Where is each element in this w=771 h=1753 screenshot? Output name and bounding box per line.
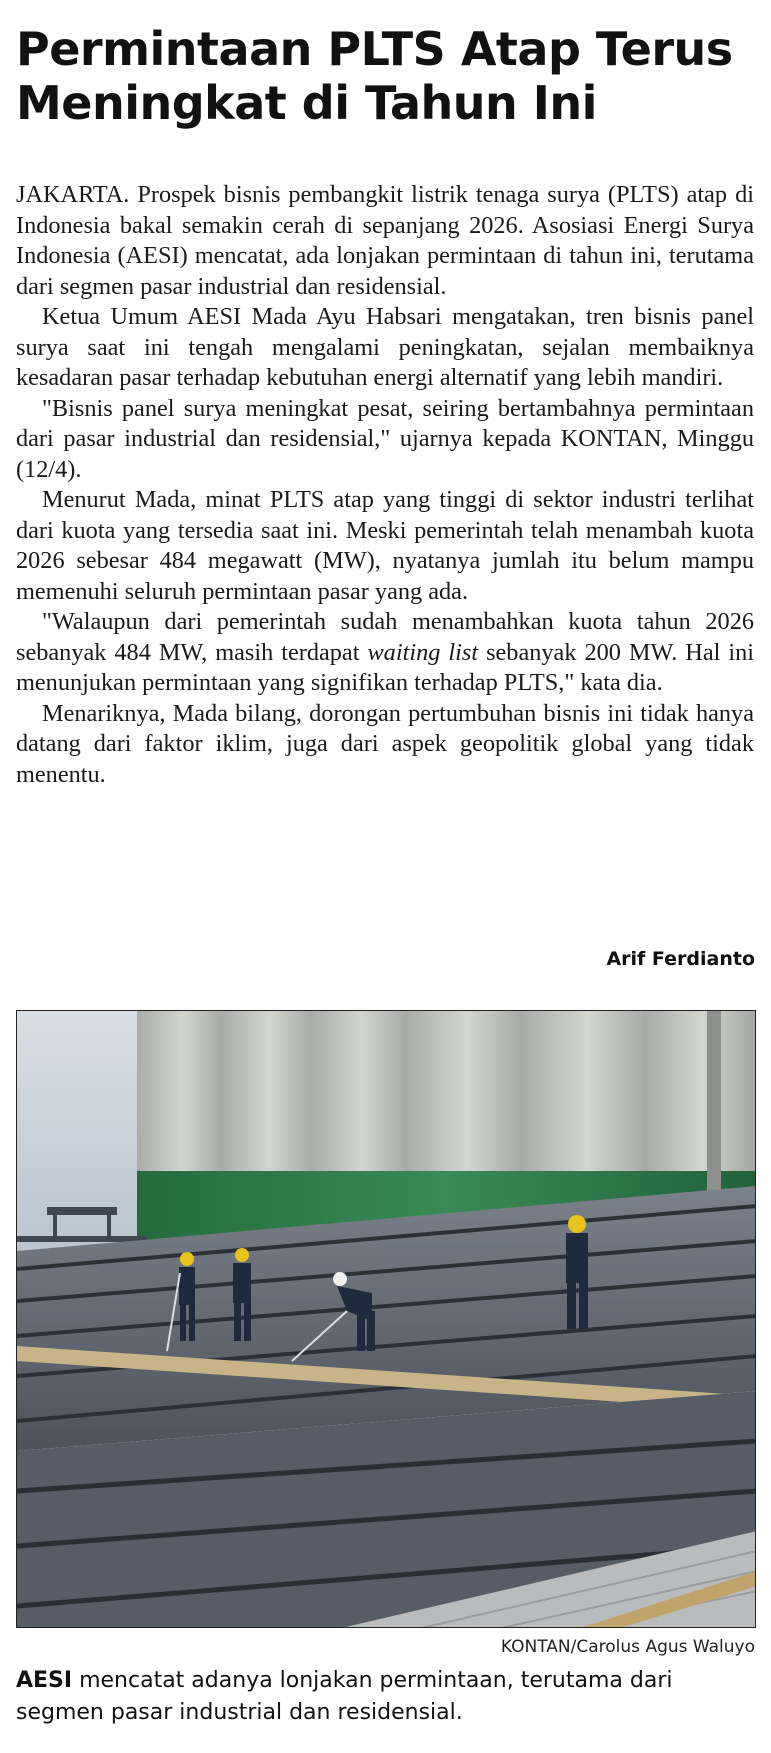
news-photo bbox=[16, 1010, 756, 1628]
headline bbox=[16, 22, 761, 130]
byline: Arif Ferdianto bbox=[606, 948, 755, 970]
paragraph-2: Ketua Umum AESI Mada Ayu Habsari mengatakan, tren bisnis panel surya saat ini tengah mengalami peningkatan, sejalan membaiknya kesadaran pasar terhadap kebutuhan energi alternatif yang lebih mandiri. bbox=[16, 303, 754, 391]
paragraph-3: "Bisnis panel surya meningkat pesat, seiring bertambahnya permintaan dari pasar industrial dan residensial," ujarnya kepada KONTAN, Minggu (12/4). bbox=[16, 394, 754, 483]
photo-credit: KONTAN/Carolus Agus Waluyo bbox=[500, 1637, 755, 1657]
paragraph-5 bbox=[16, 607, 754, 699]
paragraph-5-start: "Walaupun dari pemerintah sudah menambahkan kuota tahun 2026 sebanyak 484 MW, masih terdapat bbox=[16, 608, 754, 666]
paragraph-4: Menurut Mada, minat PLTS atap yang tinggi di sektor industri terlihat dari kuota yang tersedia saat ini. Meski pemerintah telah menambah kuota 2026 sebesar 484 megawatt (MW), nyatanya jumlah itu belum mampu memenuhi seluruh permintaan pasar yang ada. bbox=[16, 486, 754, 605]
headline-line-2: Meningkat di Tahun Ini bbox=[16, 76, 597, 130]
paragraph-5-italic: waiting list bbox=[367, 638, 479, 666]
paragraph-1: JAKARTA. Prospek bisnis pembangkit listrik tenaga surya (PLTS) atap di Indonesia bakal semakin cerah di sepanjang 2026. Asosiasi Energi Surya Indonesia (AESI) mencatat, ada lonjakan permintaan di tahun ini, terutama dari segmen pasar industrial dan residensial. bbox=[16, 181, 754, 300]
photo-illustration bbox=[17, 1011, 756, 1628]
article-body bbox=[16, 180, 754, 790]
photo-caption bbox=[16, 1665, 756, 1729]
paragraph-5-end: sebanyak 200 MW. Hal ini menunjukan permintaan yang signifikan terhadap PLTS," kata dia. bbox=[16, 638, 754, 696]
paragraph-6: Menariknya, Mada bilang, dorongan pertumbuhan bisnis ini tidak hanya datang dari faktor iklim, juga dari aspek geopolitik global yang tidak menentu. bbox=[16, 699, 754, 788]
caption-text: mencatat adanya lonjakan permintaan, terutama dari segmen pasar industrial dan residensial. bbox=[16, 1668, 673, 1725]
headline-line-1: Permintaan PLTS Atap Terus bbox=[16, 22, 733, 76]
caption-lead: AESI bbox=[16, 1668, 73, 1693]
